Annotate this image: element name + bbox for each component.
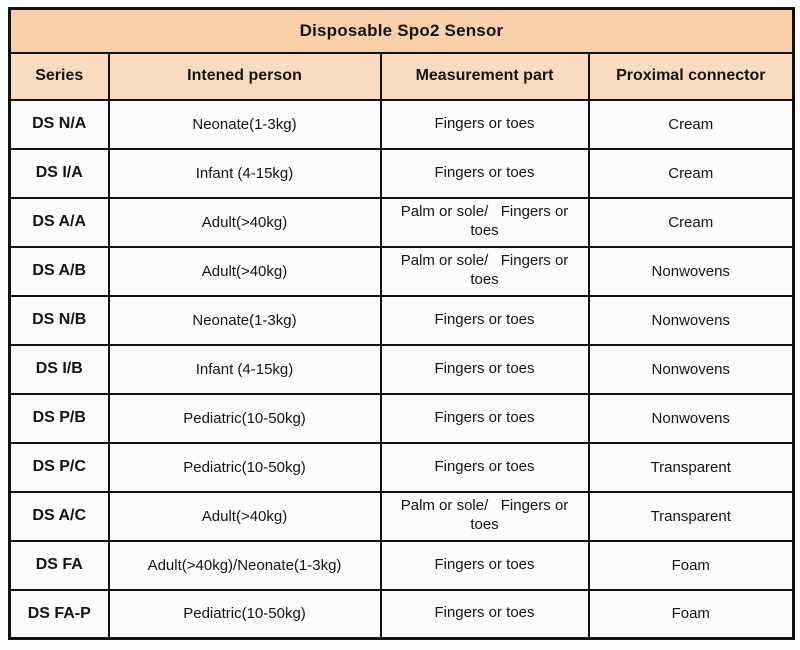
table-row xyxy=(10,149,794,198)
cell-proximal-connector: Cream xyxy=(589,149,794,198)
cell-intended-person: Neonate(1-3kg) xyxy=(109,100,381,149)
cell-measurement-part: Fingers or toes xyxy=(381,149,589,198)
cell-proximal-connector: Transparent xyxy=(589,492,794,541)
table-row xyxy=(10,345,794,394)
cell-measurement-part: Fingers or toes xyxy=(381,100,589,149)
table-body xyxy=(10,100,794,639)
cell-series: DS A/C xyxy=(10,492,109,541)
cell-series: DS N/A xyxy=(10,100,109,149)
cell-series: DS I/A xyxy=(10,149,109,198)
table-row xyxy=(10,443,794,492)
cell-intended-person: Neonate(1-3kg) xyxy=(109,296,381,345)
cell-series: DS FA xyxy=(10,541,109,590)
cell-measurement-part: Fingers or toes xyxy=(381,541,589,590)
column-header-row xyxy=(10,53,794,100)
cell-measurement-part: Fingers or toes xyxy=(381,443,589,492)
cell-intended-person: Infant (4-15kg) xyxy=(109,149,381,198)
cell-proximal-connector: Foam xyxy=(589,541,794,590)
cell-series: DS P/C xyxy=(10,443,109,492)
table-title-row xyxy=(10,9,794,53)
table-row xyxy=(10,541,794,590)
table-title: Disposable Spo2 Sensor xyxy=(10,9,794,53)
cell-measurement-part: Palm or sole/ Fingers or toes xyxy=(381,247,589,296)
cell-intended-person: Adult(>40kg) xyxy=(109,492,381,541)
cell-series: DS I/B xyxy=(10,345,109,394)
cell-proximal-connector: Foam xyxy=(589,590,794,639)
cell-intended-person: Adult(>40kg)/Neonate(1-3kg) xyxy=(109,541,381,590)
table-row xyxy=(10,492,794,541)
cell-measurement-part: Fingers or toes xyxy=(381,394,589,443)
table-row xyxy=(10,247,794,296)
cell-proximal-connector: Nonwovens xyxy=(589,247,794,296)
cell-series: DS A/A xyxy=(10,198,109,247)
cell-intended-person: Pediatric(10-50kg) xyxy=(109,394,381,443)
cell-measurement-part: Fingers or toes xyxy=(381,345,589,394)
cell-intended-person: Adult(>40kg) xyxy=(109,247,381,296)
cell-measurement-part: Fingers or toes xyxy=(381,590,589,639)
column-header-measurement-part: Measurement part xyxy=(381,53,589,100)
cell-proximal-connector: Cream xyxy=(589,198,794,247)
cell-intended-person: Pediatric(10-50kg) xyxy=(109,590,381,639)
cell-proximal-connector: Nonwovens xyxy=(589,296,794,345)
cell-series: DS A/B xyxy=(10,247,109,296)
cell-measurement-part: Palm or sole/ Fingers or toes xyxy=(381,198,589,247)
cell-measurement-part: Palm or sole/ Fingers or toes xyxy=(381,492,589,541)
table-row xyxy=(10,296,794,345)
cell-measurement-part: Fingers or toes xyxy=(381,296,589,345)
column-header-proximal-connector: Proximal connector xyxy=(589,53,794,100)
cell-proximal-connector: Nonwovens xyxy=(589,345,794,394)
table-row xyxy=(10,590,794,639)
column-header-intended-person: Intened person xyxy=(109,53,381,100)
column-header-series: Series xyxy=(10,53,109,100)
cell-series: DS N/B xyxy=(10,296,109,345)
cell-series: DS P/B xyxy=(10,394,109,443)
table-row xyxy=(10,198,794,247)
cell-proximal-connector: Transparent xyxy=(589,443,794,492)
cell-intended-person: Pediatric(10-50kg) xyxy=(109,443,381,492)
cell-series: DS FA-P xyxy=(10,590,109,639)
cell-intended-person: Adult(>40kg) xyxy=(109,198,381,247)
cell-intended-person: Infant (4-15kg) xyxy=(109,345,381,394)
table-row xyxy=(10,100,794,149)
cell-proximal-connector: Cream xyxy=(589,100,794,149)
table-row xyxy=(10,394,794,443)
spo2-sensor-table xyxy=(8,7,795,640)
cell-proximal-connector: Nonwovens xyxy=(589,394,794,443)
